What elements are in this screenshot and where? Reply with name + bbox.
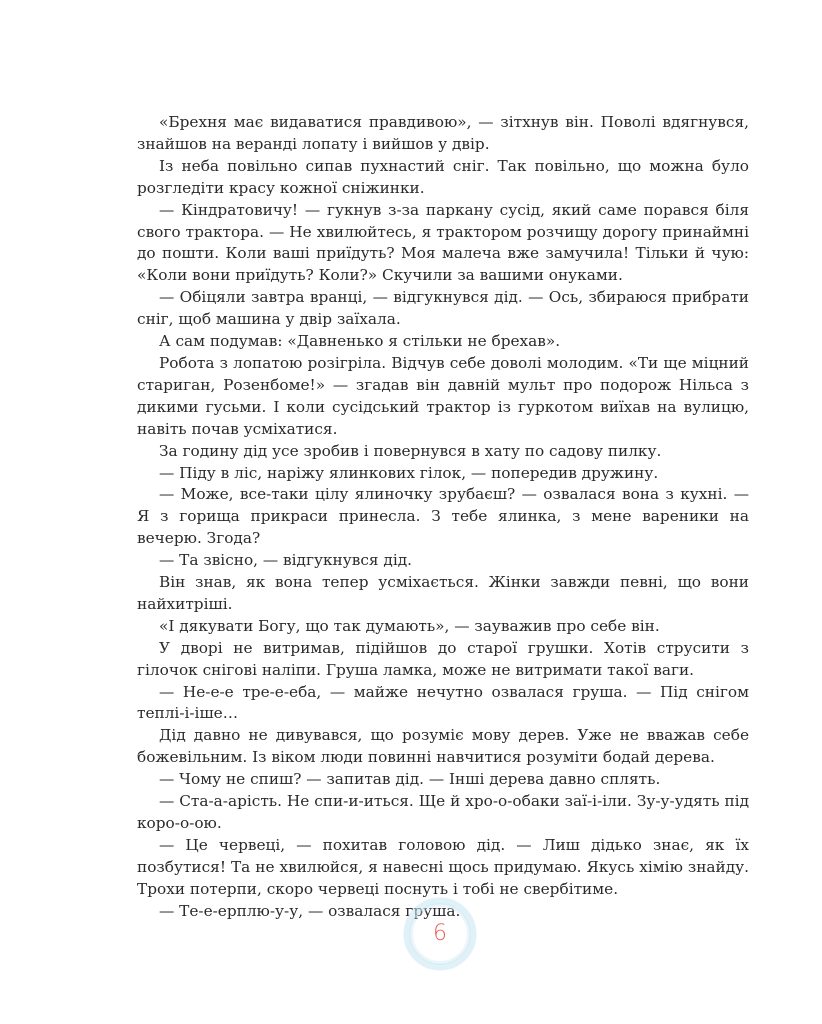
paragraph: — Те-е-ерплю-у-у, — озвалася груша. bbox=[159, 901, 461, 920]
paragraph: За годину дід усе зробив і повернувся в хату по садову пилку. bbox=[159, 441, 662, 460]
paragraph: — Піду в ліс, наріжу ялинкових гілок, — попередив дружину. bbox=[159, 463, 659, 482]
paragraph: «І дякувати Богу, що так думають», — зауважив про себе він. bbox=[159, 616, 660, 635]
paragraph: — Це червеці, — похитав головою дід. — Лиш дідько знає, як їх позбутися! Та не хвилюйся, я навесні щось придумаю. Якусь хімію знайду. Трохи потерпи, скоро червеці поснуть і тобі не свербітиме. bbox=[137, 835, 749, 898]
paragraph: — Ста-а-арість. Не спи-и-иться. Ще й хро-о-обаки заї-і-іли. Зу-у-удять під коро-о-ою. bbox=[137, 792, 749, 832]
paragraph: — Кіндратовичу! — гукнув з-за паркану сусід, який саме порався біля свого трактора. — Не хвилюйтесь, я трактором розчищу дорогу принаймні до пошти. Коли ваші приїдуть? Моя малеча вже замучила! Тільки й чую: «Коли вони приїдуть? Коли?» Скучили за вашими онуками. bbox=[137, 200, 749, 285]
paragraph: У дворі не витримав, підійшов до старої грушки. Хотів струсити з гілочок снігові наліпи. Груша ламка, може не витримати такої ваги. bbox=[137, 638, 749, 679]
paragraph: «Брехня має видаватися правдивою», — зітхнув він. Поволі вдягнувся, знайшов на веранді лопату і вийшов у двір. bbox=[137, 113, 749, 153]
paragraph: — Чому не спиш? — запитав дід. — Інші дерева давно сплять. bbox=[159, 770, 661, 789]
paragraph: — Не-е-е тре-е-еба, — майже нечутно озвалася груша. — Під снігом теплі-і-іше… bbox=[137, 682, 749, 723]
paragraph: А сам подумав: «Давненько я стільки не брехав». bbox=[159, 332, 561, 351]
paragraph: — Може, все-таки цілу ялиночку зрубаєш? — озвалася вона з кухні. — Я з горища прикраси принесла. З тебе ялинка, з мене вареники на вечерю. Згода? bbox=[137, 485, 749, 548]
paragraph: Дід давно не дивувався, що розуміє мову дерев. Уже не вважав себе божевільним. Із віком люди повинні навчитися розуміти бодай дерева. bbox=[137, 726, 749, 767]
paragraph: Він знав, як вона тепер усміхається. Жінки завжди певні, що вони найхитріші. bbox=[137, 573, 749, 613]
paragraph: Робота з лопатою розігріла. Відчув себе доволі молодим. «Ти ще міцний стариган, Розенбоме!» — згадав він давній мульт про подорож Нільса з дикими гусьми. І коли сусідський трактор із гуркотом виїхав на вулицю, навіть почав усміхатися. bbox=[137, 353, 749, 438]
page-number-badge bbox=[402, 896, 478, 972]
paragraph: — Обіцяли завтра вранці, — відгукнувся дід. — Ось, збираюся прибрати сніг, щоб машина у двір заїхала. bbox=[137, 288, 749, 329]
body-text bbox=[137, 112, 749, 923]
paragraph: — Та звісно, — відгукнувся дід. bbox=[159, 551, 413, 570]
page-number: 6 bbox=[433, 921, 447, 946]
paragraph: Із неба повільно сипав пухнастий сніг. Так повільно, що можна було розгледіти красу кожної сніжинки. bbox=[137, 156, 749, 197]
